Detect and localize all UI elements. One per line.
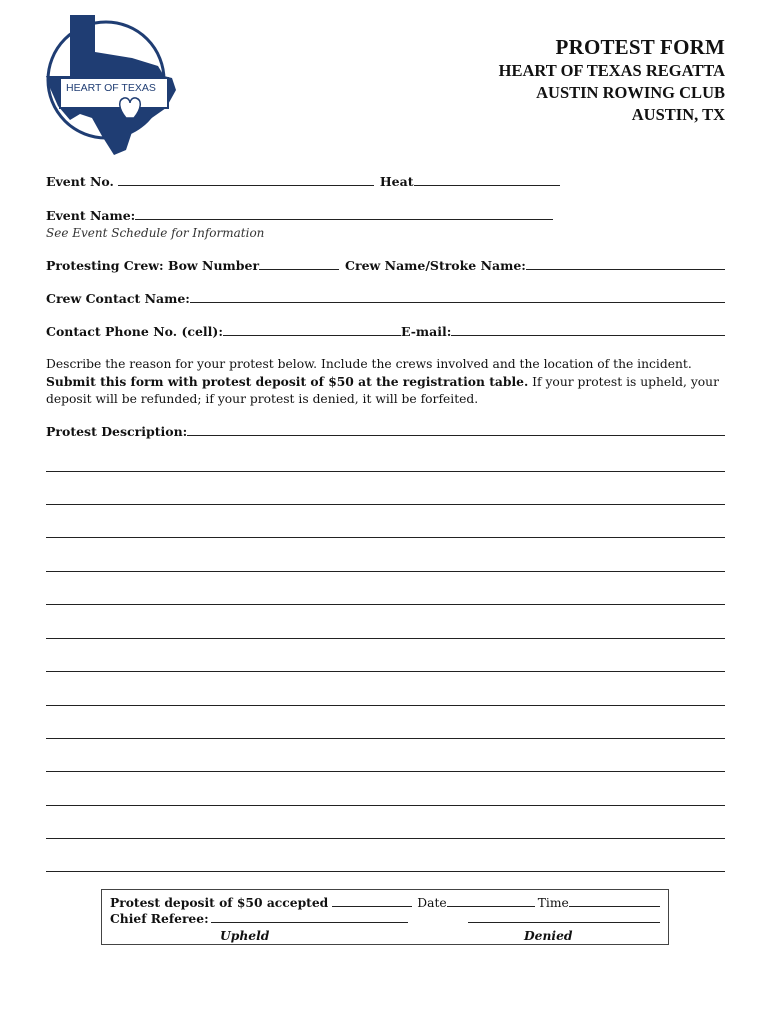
event-name-field[interactable] <box>135 218 553 220</box>
event-no-row <box>46 174 725 189</box>
description-line[interactable] <box>46 537 725 538</box>
instructions-paragraph <box>46 356 725 408</box>
event-no-label: Event No. <box>46 174 114 189</box>
description-line[interactable] <box>46 771 725 772</box>
regatta-name: HEART OF TEXAS REGATTA <box>498 61 725 80</box>
upheld-signature-field[interactable] <box>211 921 408 923</box>
bow-number-field[interactable] <box>259 268 339 270</box>
denied-signature-field[interactable] <box>468 921 660 923</box>
protesting-crew-row <box>46 258 725 273</box>
title-block <box>499 34 725 126</box>
email-label: E-mail: <box>400 324 452 339</box>
logo-text: HEART OF TEXAS <box>66 82 156 94</box>
time-field[interactable] <box>569 905 660 907</box>
phone-label: Contact Phone No. (cell): <box>46 324 223 339</box>
club-location: AUSTIN, TX <box>631 105 725 124</box>
crew-contact-label: Crew Contact Name: <box>46 291 190 306</box>
description-line[interactable] <box>46 871 725 872</box>
deposit-field[interactable] <box>332 905 412 907</box>
crew-contact-row <box>46 291 725 306</box>
event-no-field[interactable] <box>118 184 374 186</box>
description-line[interactable] <box>46 638 725 639</box>
referee-row <box>110 911 660 926</box>
bow-number-label: Protesting Crew: Bow Number <box>46 258 260 273</box>
description-line[interactable] <box>46 471 725 472</box>
heart-of-texas-logo <box>40 10 180 160</box>
event-name-row <box>46 208 725 223</box>
crew-name-field[interactable] <box>526 268 725 270</box>
official-use-box <box>101 889 669 945</box>
protest-description-row <box>46 424 725 439</box>
description-line[interactable] <box>46 838 725 839</box>
referee-label: Chief Referee: <box>110 911 209 926</box>
club-name: AUSTIN ROWING CLUB <box>536 83 725 102</box>
phone-field[interactable] <box>223 334 401 336</box>
heat-field[interactable] <box>414 184 560 186</box>
instructions-part3: If your protest is upheld, your deposit will be refunded; if your protest is denied, it will be forfeited. <box>46 375 719 406</box>
description-line[interactable] <box>46 705 725 706</box>
instructions-part2: Submit this form with protest deposit of $50 at the registration table. <box>46 374 529 389</box>
description-line[interactable] <box>46 571 725 572</box>
deposit-label: Protest deposit of $50 accepted <box>110 895 329 910</box>
time-label: Time <box>537 896 569 910</box>
instructions-part1: Describe the reason for your protest below. Include the crews involved and the location of the incident. <box>46 357 692 371</box>
event-name-label: Event Name: <box>46 208 136 223</box>
description-line[interactable] <box>46 738 725 739</box>
date-label: Date <box>417 896 447 910</box>
crew-name-label: Crew Name/Stroke Name: <box>345 258 526 273</box>
deposit-row <box>110 895 660 910</box>
heat-label: Heat <box>379 174 414 189</box>
email-field[interactable] <box>451 334 725 336</box>
description-line[interactable] <box>46 604 725 605</box>
upheld-label: Upheld <box>220 928 270 943</box>
description-line[interactable] <box>46 805 725 806</box>
form-title: PROTEST FORM <box>555 35 725 59</box>
description-line[interactable] <box>46 504 725 505</box>
event-schedule-note: See Event Schedule for Information <box>46 226 265 240</box>
contact-phone-row <box>46 324 725 339</box>
protest-description-field[interactable] <box>187 434 725 436</box>
crew-contact-field[interactable] <box>190 301 725 303</box>
denied-label: Denied <box>524 928 573 943</box>
date-field[interactable] <box>447 905 535 907</box>
protest-description-label: Protest Description: <box>46 424 188 439</box>
description-line[interactable] <box>46 671 725 672</box>
